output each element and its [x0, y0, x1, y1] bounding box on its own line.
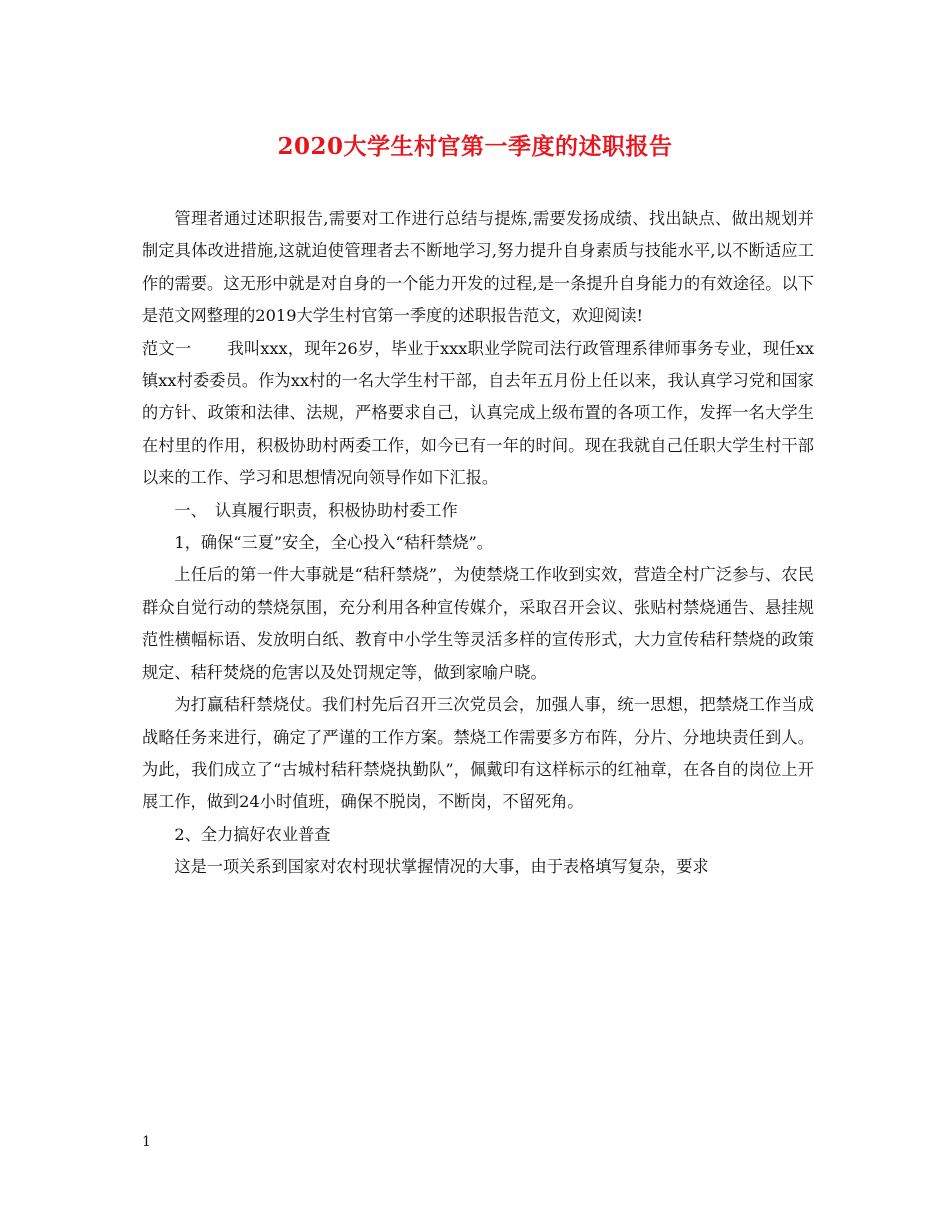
body-paragraph-b: 为打赢秸秆禁烧仗。我们村先后召开三次党员会，加强人事，统一思想，把禁烧工作当成战略任务来进行，确定了严谨的工作方案。禁烧工作需要多方布阵，分片、分地块责任到人。为此，我们成立了“古城村秸秆禁烧执勤队”，佩戴印有这样标示的红袖章，在各自的岗位上开展工作，做到24小时值班，确保不脱岗，不断岗，不留死角。	[142, 695, 814, 812]
section-heading-1: 一、 认真履行职责，积极协助村委工作	[174, 500, 458, 520]
item-heading-2: 2、全力搞好农业普查	[174, 824, 331, 844]
intro-paragraph: 管理者通过述职报告,需要对工作进行总结与提炼,需要发扬成绩、找出缺点、做出规划并制定具体改进措施,这就迫使管理者去不断地学习,努力提升自身素质与技能水平,以不断适应工作的需要。这无形中就是对自身的一个能力开发的过程,是一条提升自身能力的有效途径。以下是范文网整理的2019大学生村官第一季度的述职报告范文，欢迎阅读!	[142, 209, 814, 326]
body-paragraph-a: 上任后的第一件大事就是“秸秆禁烧”，为使禁烧工作收到实效，营造全村广泛参与、农民群众自觉行动的禁烧氛围，充分利用各种宣传媒介，采取召开会议、张贴村禁烧通告、悬挂规范性横幅标语、发放明白纸、教育中小学生等灵活多样的宣传形式，大力宣传秸秆禁烧的政策规定、秸秆焚烧的危害以及处罚规定等，做到家喻户晓。	[142, 565, 814, 682]
body-paragraph-c: 这是一项关系到国家对农村现状掌握情况的大事，由于表格填写复杂，要求	[174, 857, 709, 877]
document-body	[142, 203, 814, 884]
page-number: 1	[142, 1134, 151, 1150]
sample-paragraph	[142, 333, 814, 495]
sample-label: 范文一	[142, 338, 192, 358]
sample-intro-text: 我叫xxx，现年26岁，毕业于xxx职业学院司法行政管理系律师事务专业，现任xx镇xx村委委员。作为xx村的一名大学生村干部，自去年五月份上任以来，我认真学习党和国家的方针、政策和法律、法规，严格要求自己，认真完成上级布置的各项工作，发挥一名大学生在村里的作用，积极协助村两委工作，如今已有一年的时间。现在我就自己任职大学生村干部以来的工作、学习和思想情况向领导作如下汇报。	[142, 338, 814, 488]
item-heading-1: 1，确保“三夏”安全，全心投入“秸秆禁烧”。	[174, 533, 493, 553]
document-title: 2020大学生村官第一季度的述职报告	[277, 133, 673, 160]
